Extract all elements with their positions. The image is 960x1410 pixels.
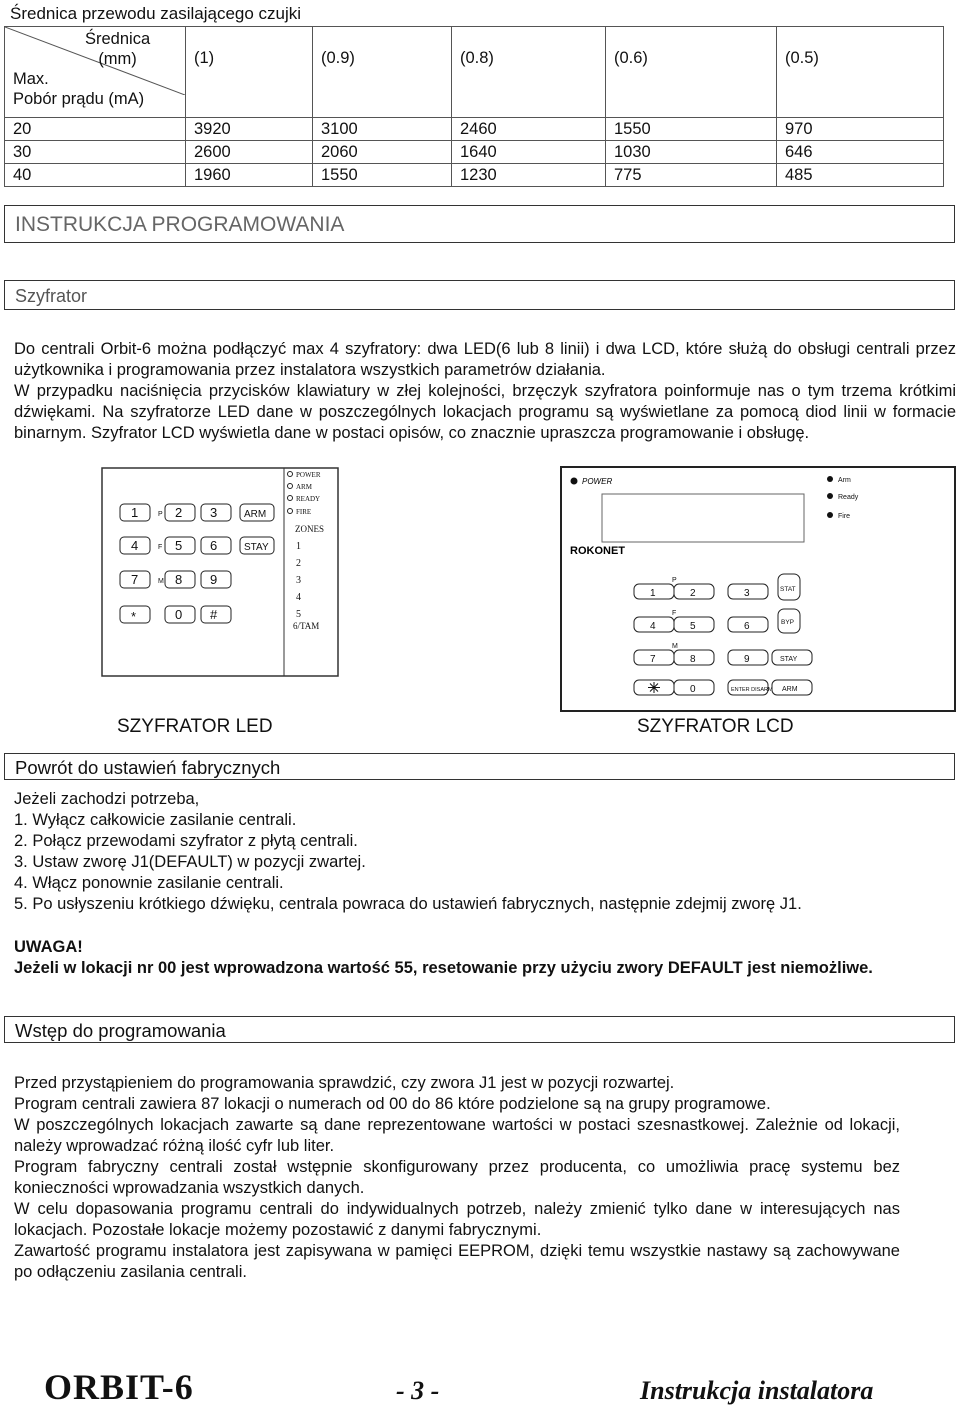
led-ready: READY	[296, 495, 321, 503]
reset-heading: Powrót do ustawień fabrycznych	[4, 753, 955, 780]
orbit-logo: ORBIT-6	[44, 1367, 194, 1407]
szyfrator-paragraph-1: Do centrali Orbit-6 można podłączyć max 4 szyfratory: dwa LED(6 lub 8 linii) i dwa LCD, które służą do obsługi centrali przez użytkownika i programowania przez instalatora wszystkich parametrów działania.	[14, 340, 956, 379]
key-stay: STAY	[244, 542, 269, 553]
table-row	[5, 118, 944, 141]
col-header: (0.6)	[606, 27, 777, 118]
zones-label: ZONES	[295, 524, 324, 534]
zone-4: 4	[296, 592, 301, 603]
table-row	[5, 141, 944, 164]
key-2: 2	[175, 505, 183, 520]
zone-2: 2	[296, 558, 301, 569]
lcd-key-byp: BYP	[781, 619, 795, 626]
lcd-key-7: 7	[650, 654, 656, 665]
diag-bottom-label	[13, 69, 144, 109]
lcd-power-label: POWER	[582, 477, 613, 486]
lcd-letter-f: F	[672, 610, 677, 617]
key-3: 3	[210, 505, 218, 520]
led-power: POWER	[296, 471, 321, 479]
reset-step: 5. Po usłyszeniu krótkiego dźwięku, centrala powraca do ustawień fabrycznych, następnie zdejmij zworę J1.	[14, 895, 802, 913]
diag-top-line1: Średnica	[85, 30, 151, 48]
lcd-key-8: 8	[690, 654, 696, 665]
table-cell: 1550	[606, 118, 777, 141]
key-1: 1	[131, 505, 139, 520]
reset-step: 1. Wyłącz całkowicie zasilanie centrali.	[14, 811, 297, 829]
zone-1: 1	[296, 541, 301, 552]
lcd-key-stay: STAY	[780, 656, 798, 663]
lcd-keypad-caption: SZYFRATOR LCD	[637, 716, 794, 737]
lcd-keypad-illustration	[560, 466, 956, 712]
led-keypad-caption: SZYFRATOR LED	[117, 716, 273, 737]
lcd-key-0: 0	[690, 684, 696, 695]
instructions-title: INSTRUKCJA PROGRAMOWANIA	[4, 205, 955, 243]
table-cell: 775	[606, 164, 777, 187]
table-cell: 3920	[186, 118, 313, 141]
reset-step: 2. Połącz przewodami szyfrator z płytą centrali.	[14, 832, 358, 850]
key-7: 7	[131, 572, 139, 587]
lcd-key-4: 4	[650, 621, 656, 632]
key-arm: ARM	[244, 509, 267, 520]
col-header: (0.9)	[313, 27, 452, 118]
led-keypad-illustration	[100, 466, 340, 678]
table-cell: 1640	[452, 141, 606, 164]
col-header: (0.8)	[452, 27, 606, 118]
lcd-key-3: 3	[744, 588, 750, 599]
lcd-led-fire: Fire	[838, 513, 851, 520]
led-arm: ARM	[296, 483, 312, 491]
table-cell: 20	[5, 118, 186, 141]
diag-bottom-line1: Max.	[13, 70, 49, 88]
reset-step: 3. Ustaw zworę J1(DEFAULT) w pozycji zwartej.	[14, 853, 366, 871]
letter-m: M	[158, 578, 164, 585]
lcd-key-2: 2	[690, 588, 696, 599]
reset-instructions	[14, 789, 954, 915]
key-hash: #	[210, 607, 218, 622]
document-title: Instrukcja instalatora	[640, 1376, 874, 1405]
reset-intro: Jeżeli zachodzi potrzeba,	[14, 790, 200, 808]
key-4: 4	[131, 538, 139, 553]
programming-text	[14, 1073, 900, 1283]
table-cell: 1960	[186, 164, 313, 187]
table-cell: 3100	[313, 118, 452, 141]
lcd-letter-p: P	[672, 577, 677, 584]
programming-line: W celu dopasowania programu centrali do indywidualnych potrzeb, należy zmienić tylko dane w interesujących nas lokacjach. Pozostałe lokacje możemy pozostawić z danymi fabrycznymi.	[14, 1200, 900, 1239]
programming-line: Zawartość programu instalatora jest zapisywana w pamięci EEPROM, dzięki temu wszystkie nastawy są zachowywane po odłączeniu zasilania centrali.	[14, 1242, 900, 1281]
warning-title: UWAGA!	[14, 938, 83, 956]
table-row	[5, 164, 944, 187]
lcd-key-stat: STAT	[780, 586, 796, 593]
zone-5: 5	[296, 609, 301, 620]
zone-3: 3	[296, 575, 301, 586]
col-header: (0.5)	[777, 27, 944, 118]
table-cell: 40	[5, 164, 186, 187]
key-9: 9	[210, 572, 218, 587]
diag-bottom-line2: Pobór prądu (mA)	[13, 90, 145, 108]
programming-heading: Wstęp do programowania	[4, 1016, 955, 1043]
lcd-key-star-icon	[648, 682, 660, 693]
diag-top-line2: (mm)	[98, 50, 137, 68]
table-cell: 1030	[606, 141, 777, 164]
table-cell: 646	[777, 141, 944, 164]
led-fire: FIRE	[296, 508, 312, 516]
lcd-key-9: 9	[744, 654, 750, 665]
table-cell: 485	[777, 164, 944, 187]
programming-line: Przed przystąpieniem do programowania sprawdzić, czy zwora J1 jest w pozycji rozwartej.	[14, 1074, 675, 1092]
lcd-letter-m: M	[672, 643, 678, 650]
diagonal-header-cell	[5, 27, 186, 118]
lcd-key-enter-disarm: ENTER DISARM	[731, 687, 773, 693]
programming-line: Program centrali zawiera 87 lokacji o numerach od 00 do 86 które podzielone są na grupy programowe.	[14, 1095, 771, 1113]
programming-line: W poszczególnych lokacjach zawarte są dane reprezentowane wartości w postaci szesnastkowej. Zależnie od lokacji, należy wprowadzać różną ilość cyfr lub liter.	[14, 1116, 900, 1155]
wire-table-title: Średnica przewodu zasilającego czujki	[10, 4, 302, 23]
lcd-brand-logo: ROKONET	[570, 545, 625, 557]
szyfrator-heading: Szyfrator	[4, 280, 955, 310]
wire-gauge-table	[4, 26, 944, 187]
lcd-key-1: 1	[650, 588, 656, 599]
col-header: (1)	[186, 27, 313, 118]
table-cell: 2060	[313, 141, 452, 164]
warning-text: Jeżeli w lokacji nr 00 jest wprowadzona wartość 55, resetowanie przy użyciu zwory DEFAULT jest niemożliwe.	[14, 959, 873, 977]
letter-p: P	[158, 511, 163, 518]
key-8: 8	[175, 572, 183, 587]
zone-6-tam: 6/TAM	[293, 621, 320, 631]
page-number: - 3 -	[396, 1376, 440, 1405]
lcd-key-5: 5	[690, 621, 696, 632]
lcd-key-6: 6	[744, 621, 750, 632]
table-cell: 2460	[452, 118, 606, 141]
reset-step: 4. Włącz ponownie zasilanie centrali.	[14, 874, 284, 892]
key-5: 5	[175, 538, 183, 553]
diag-top-label	[85, 29, 150, 69]
table-header-row	[5, 27, 944, 118]
table-cell: 1230	[452, 164, 606, 187]
key-star: *	[131, 609, 137, 624]
table-cell: 1550	[313, 164, 452, 187]
programming-line: Program fabryczny centrali został wstępnie skonfigurowany przez producenta, co umożliwia pracę systemu bez konieczności wprowadzania wszystkich danych.	[14, 1158, 900, 1197]
lcd-key-arm: ARM	[782, 686, 798, 693]
table-cell: 970	[777, 118, 944, 141]
key-6: 6	[210, 538, 218, 553]
lcd-led-ready: Ready	[838, 494, 859, 501]
table-cell: 30	[5, 141, 186, 164]
szyfrator-paragraph-2: W przypadku naciśnięcia przycisków klawiatury w złej kolejności, brzęczyk szyfratora poinformuje nas o tym trzema krótkimi dźwiękami. Na szyfratorze LED dane w poszczególnych lokacjach programu są wyświetlane za pomocą diod linii w formacie binarnym. Szyfrator LCD wyświetla dane w postaci opisów, co znacznie upraszcza programowanie i obsługę.	[14, 382, 956, 442]
letter-f: F	[158, 544, 163, 551]
key-0: 0	[175, 607, 183, 622]
table-cell: 2600	[186, 141, 313, 164]
lcd-led-arm: Arm	[838, 477, 851, 484]
